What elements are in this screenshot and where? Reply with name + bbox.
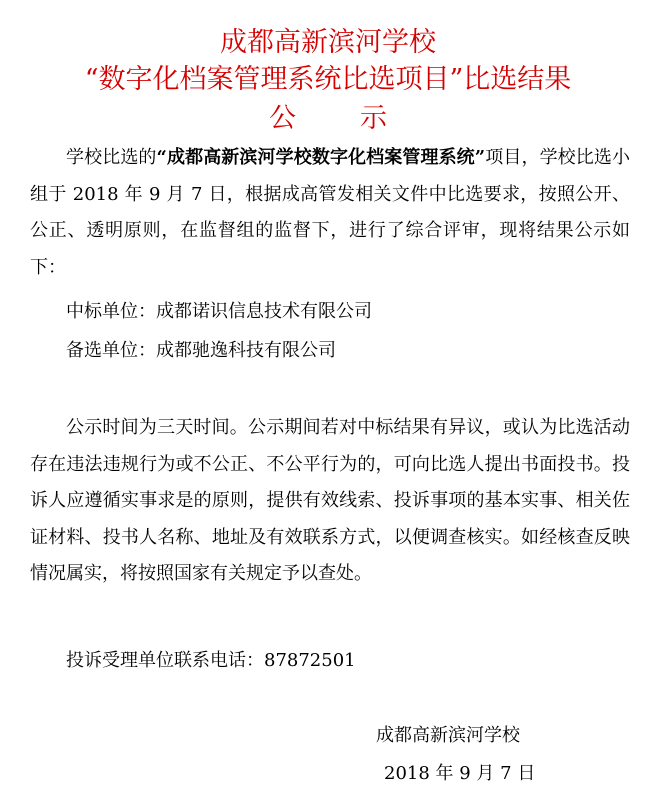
intro-prefix: 学校比选的 xyxy=(66,147,157,168)
signature-org: 成都高新滨河学校 xyxy=(376,725,520,746)
alternate-line: 备选单位：成都驰逸科技有限公司 xyxy=(66,340,336,361)
intro-paragraph xyxy=(30,140,630,286)
signature-date: 2018 年 9 月 7 日 xyxy=(384,763,536,784)
contact-line: 投诉受理单位联系电话：87872501 xyxy=(66,650,356,671)
winner-line: 中标单位：成都诺识信息技术有限公司 xyxy=(66,301,372,322)
intro-rest: 项目，学校比选小组于 2018 年 9 月 7 日，根据成高管发相关文件中比选要求，按照公开、公正、透明原则，在监督组的监督下，进行了综合评审，现将结果公示如下： xyxy=(30,147,631,278)
title-announcement: 公示 xyxy=(269,103,451,134)
title-school: 成都高新滨河学校 xyxy=(220,27,436,58)
title-project: “数字化档案管理系统比选项目”比选结果 xyxy=(84,64,572,95)
notice-paragraph: 公示时间为三天时间。公示期间若对中标结果有异议，或认为比选活动存在违法违规行为或不公正、不公平行为的，可向比选人提出书面投书。投诉人应遵循实事求是的原则，提供有效线索、投诉事项的基本实事、相关佐证材料、投书人名称、地址及有效联系方式，以便调查核实。如经核查反映情况属实，将按照国家有关规定予以查处。 xyxy=(30,417,630,584)
project-name: “成都高新滨河学校数字化档案管理系统” xyxy=(156,147,486,168)
